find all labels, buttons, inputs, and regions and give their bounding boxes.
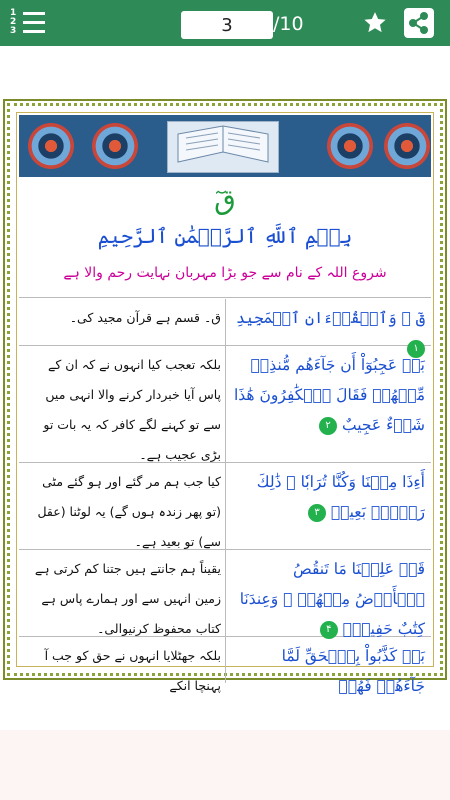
ayah-number-icon: ۴	[320, 621, 338, 639]
verse-arabic: أَءِذَا مِتۡنَا وَكُنَّا تُرَابٗا ۖ ذَٰلِكَ رَجۡعُۢ بَعِيدٞ ۳	[256, 473, 425, 521]
top-app-bar	[0, 0, 450, 46]
open-quran-image	[167, 121, 279, 173]
verse-translation: بلکہ تعجب کیا انہوں نے کہ ان کے پاس آیا خبردار کرنے والا انہی میں سے تو کہنے لگے کافر کہ یہ بات تو بڑی عجیب ہے۔	[43, 357, 221, 462]
verse-translation: یقیناً ہم جانتے ہیں جتنا کم کرتی ہے زمین انہیں سے اور ہمارے پاس ہے کتاب محفوظ کرنیوالی۔	[34, 561, 221, 636]
bottom-area	[0, 730, 450, 800]
menu-numbers: 1 2 3	[10, 8, 17, 36]
surah-title-area	[19, 179, 431, 298]
verse-row	[19, 346, 431, 463]
verse-row	[19, 550, 431, 637]
verse-arabic: بَلۡ كَذَّبُواْ بِٱلۡحَقِّ لَمَّا جَآءَهُمۡ فَهُمۡ	[281, 647, 425, 695]
verse-translation: کیا جب ہم مر گئے اور ہو گئے مٹی (تو پھر زندہ ہوں گے) یہ لوٹنا (عقل سے) تو بعید ہے۔	[37, 474, 221, 549]
ayah-number-icon: ۳	[308, 504, 326, 522]
ornament-icon	[381, 120, 431, 172]
page-total-label: /10	[273, 13, 304, 35]
verse-arabic: بَلۡ عَجِبُوٓاْ أَن جَآءَهُم مُّنذِرٞ مِّنۡهُمۡ فَقَالَ ٱلۡكَٰفِرُونَ هَٰذَا شَيۡءٌ عَجِيبٌ ۲	[233, 356, 425, 434]
quran-page-frame	[3, 99, 447, 695]
verse-row	[19, 463, 431, 550]
decorative-header-banner	[19, 115, 431, 177]
verse-translation: بلکہ جھٹلایا انہوں نے حق کو جب آ پہنچا انکے	[44, 648, 221, 693]
bismillah: بِسۡمِ ٱللَّهِ ٱلرَّحۡمَٰنِ ٱلرَّحِيمِ	[97, 224, 353, 248]
verse-translation: ق۔ قسم ہے قرآن مجید کی۔	[69, 310, 221, 325]
verse-row	[19, 637, 431, 695]
star-icon[interactable]	[362, 10, 388, 36]
verse-arabic: قَدۡ عَلِمۡنَا مَا تَنقُصُ ٱلۡأَرۡضُ مِنۡهُمۡ ۖ وَعِندَنَا كِتَٰبٌ حَفِيظُۢ ۴	[239, 560, 425, 638]
share-icon[interactable]	[404, 8, 434, 38]
surah-name: قٓ	[214, 183, 236, 216]
ayah-number-icon: ۱	[407, 340, 425, 358]
ornament-icon	[25, 120, 77, 172]
page-content	[16, 112, 434, 695]
ornament-icon	[89, 120, 141, 172]
verse-arabic: قٓ ۚ وَٱلۡقُرۡءَانِ ٱلۡمَجِيدِ ۱	[231, 303, 425, 363]
ornament-icon	[324, 120, 376, 172]
page-number-input[interactable]	[181, 11, 273, 39]
verse-row	[19, 299, 431, 354]
ayah-number-icon: ۲	[319, 417, 337, 435]
numbered-menu-icon[interactable]	[10, 8, 46, 38]
bismillah-translation: شروع اللہ کے نام سے جو بڑا مہربان نہایت رحم والا ہے	[63, 265, 387, 281]
